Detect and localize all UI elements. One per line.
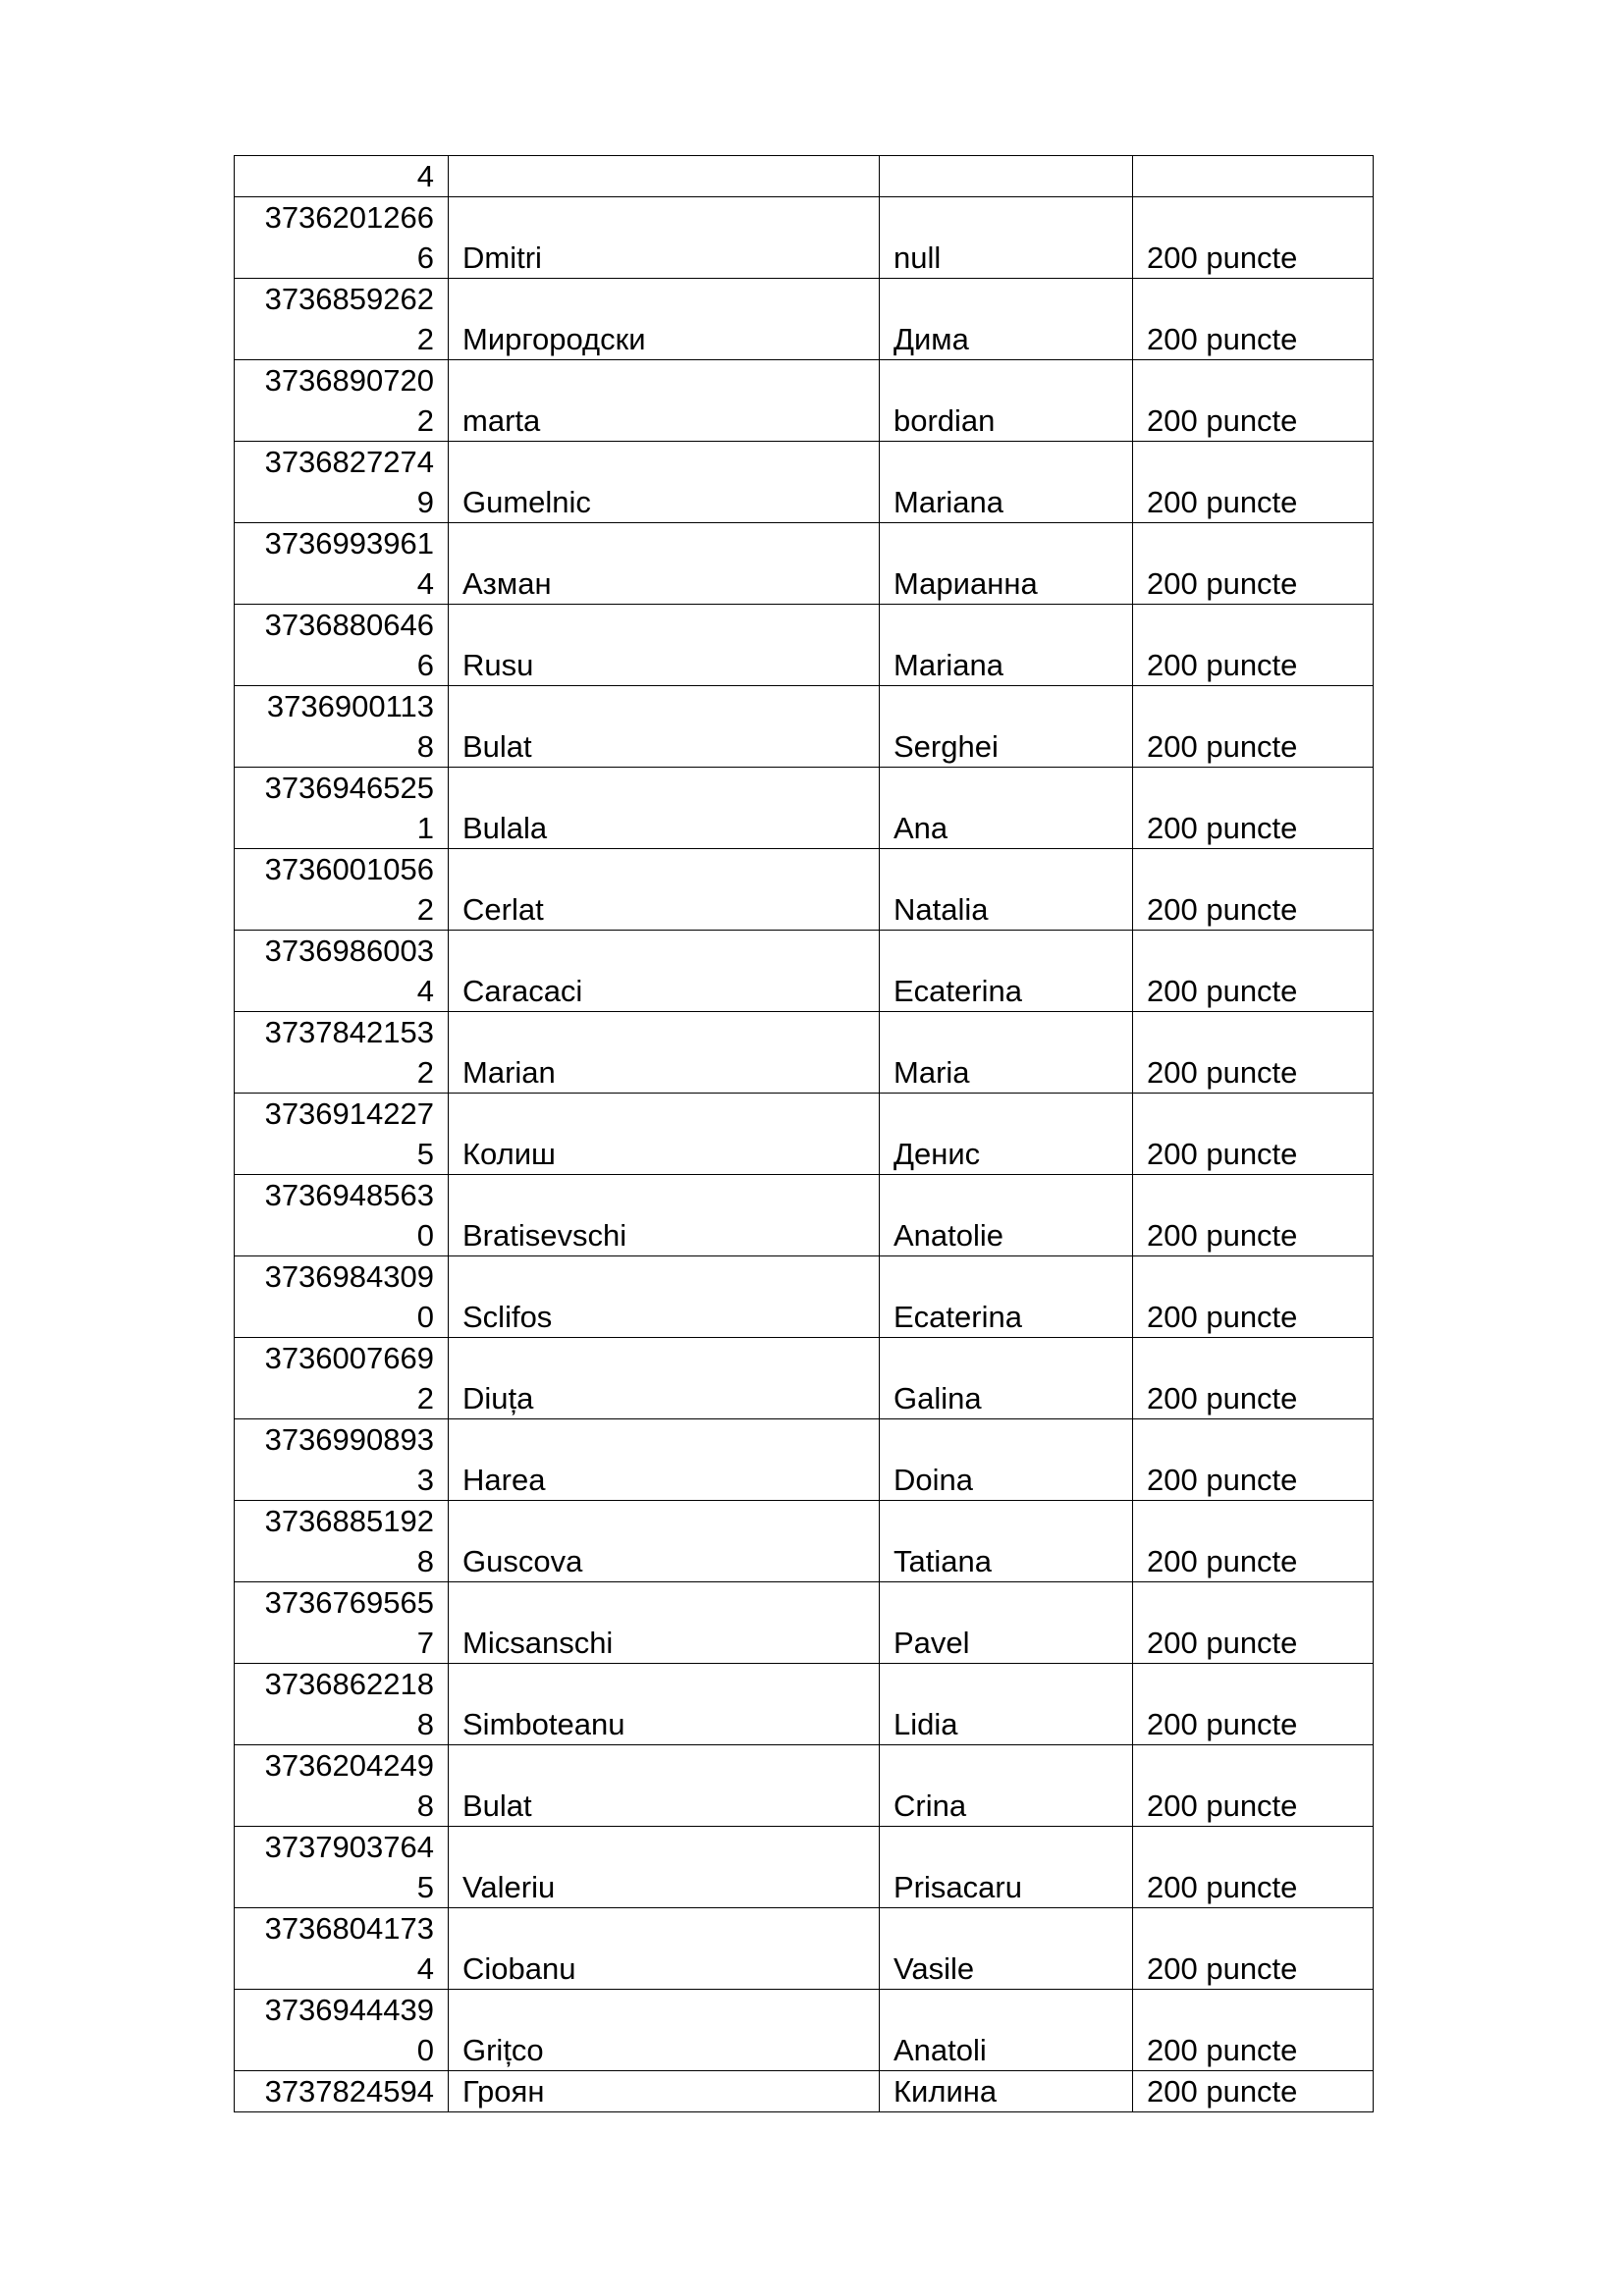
table-row [235, 768, 1374, 849]
points-table [234, 155, 1374, 2112]
id-cell: 37368041734 [235, 1908, 449, 1990]
first-name-cell: Galina [880, 1338, 1133, 1419]
last-name-cell: Dmitri [449, 197, 880, 279]
first-name-cell: Doina [880, 1419, 1133, 1501]
last-name-cell: Grițco [449, 1990, 880, 2071]
last-name-cell: Harea [449, 1419, 880, 1501]
table-row [235, 1908, 1374, 1990]
table-row [235, 1827, 1374, 1908]
first-name-cell: Килина [880, 2071, 1133, 2112]
table-row [235, 1664, 1374, 1745]
id-cell: 37362042498 [235, 1745, 449, 1827]
last-name-cell: Bratisevschi [449, 1175, 880, 1256]
points-cell: 200 puncte [1133, 931, 1374, 1012]
table-row [235, 442, 1374, 523]
points-cell: 200 puncte [1133, 1664, 1374, 1745]
points-cell: 200 puncte [1133, 442, 1374, 523]
id-cell: 37378421532 [235, 1012, 449, 1094]
table-row [235, 1582, 1374, 1664]
table-row [235, 1094, 1374, 1175]
id-cell: 37360076692 [235, 1338, 449, 1419]
table-row [235, 605, 1374, 686]
points-cell: 200 puncte [1133, 1827, 1374, 1908]
points-cell [1133, 156, 1374, 197]
first-name-cell: Crina [880, 1745, 1133, 1827]
last-name-cell: Cerlat [449, 849, 880, 931]
first-name-cell: Maria [880, 1012, 1133, 1094]
last-name-cell [449, 156, 880, 197]
id-cell: 4 [235, 156, 449, 197]
table-row [235, 1419, 1374, 1501]
first-name-cell: Mariana [880, 442, 1133, 523]
table-row [235, 849, 1374, 931]
points-cell: 200 puncte [1133, 1094, 1374, 1175]
table-row [235, 1990, 1374, 2071]
id-cell: 37369908933 [235, 1419, 449, 1501]
last-name-cell: Гроян [449, 2071, 880, 2112]
last-name-cell: Азман [449, 523, 880, 605]
last-name-cell: Bulat [449, 686, 880, 768]
id-cell: 37369444390 [235, 1990, 449, 2071]
table-row [235, 931, 1374, 1012]
id-cell: 3737824594 [235, 2071, 449, 2112]
points-cell: 200 puncte [1133, 1175, 1374, 1256]
first-name-cell: Serghei [880, 686, 1133, 768]
table-row [235, 1256, 1374, 1338]
table-row [235, 1338, 1374, 1419]
first-name-cell: Mariana [880, 605, 1133, 686]
points-cell: 200 puncte [1133, 360, 1374, 442]
table-row [235, 279, 1374, 360]
last-name-cell: Caracaci [449, 931, 880, 1012]
points-cell: 200 puncte [1133, 1419, 1374, 1501]
points-table-body [235, 156, 1374, 2112]
points-cell: 200 puncte [1133, 1990, 1374, 2071]
id-cell: 37379037645 [235, 1827, 449, 1908]
last-name-cell: Diuța [449, 1338, 880, 1419]
id-cell: 37367695657 [235, 1582, 449, 1664]
points-cell: 200 puncte [1133, 1745, 1374, 1827]
points-cell: 200 puncte [1133, 523, 1374, 605]
first-name-cell: Pavel [880, 1582, 1133, 1664]
last-name-cell: Marian [449, 1012, 880, 1094]
first-name-cell: Prisacaru [880, 1827, 1133, 1908]
first-name-cell: Ecaterina [880, 931, 1133, 1012]
last-name-cell: Ciobanu [449, 1908, 880, 1990]
points-cell: 200 puncte [1133, 1338, 1374, 1419]
first-name-cell: Natalia [880, 849, 1133, 931]
id-cell: 37369142275 [235, 1094, 449, 1175]
first-name-cell [880, 156, 1133, 197]
last-name-cell: Micsanschi [449, 1582, 880, 1664]
id-cell: 37368592622 [235, 279, 449, 360]
first-name-cell: Марианна [880, 523, 1133, 605]
table-row [235, 523, 1374, 605]
first-name-cell: Tatiana [880, 1501, 1133, 1582]
last-name-cell: Bulala [449, 768, 880, 849]
id-cell: 37369465251 [235, 768, 449, 849]
last-name-cell: Bulat [449, 1745, 880, 1827]
points-cell: 200 puncte [1133, 1012, 1374, 1094]
first-name-cell: Дима [880, 279, 1133, 360]
first-name-cell: Денис [880, 1094, 1133, 1175]
id-cell: 37368907202 [235, 360, 449, 442]
last-name-cell: Valeriu [449, 1827, 880, 1908]
points-cell: 200 puncte [1133, 1256, 1374, 1338]
points-cell: 200 puncte [1133, 1908, 1374, 1990]
id-cell: 37369001138 [235, 686, 449, 768]
table-row [235, 360, 1374, 442]
id-cell: 37362012666 [235, 197, 449, 279]
first-name-cell: null [880, 197, 1133, 279]
first-name-cell: Lidia [880, 1664, 1133, 1745]
table-row [235, 1012, 1374, 1094]
first-name-cell: Anatoli [880, 1990, 1133, 2071]
id-cell: 37360010562 [235, 849, 449, 931]
last-name-cell: Миргородски [449, 279, 880, 360]
table-row [235, 686, 1374, 768]
id-cell: 37368851928 [235, 1501, 449, 1582]
first-name-cell: Ecaterina [880, 1256, 1133, 1338]
last-name-cell: Sclifos [449, 1256, 880, 1338]
id-cell: 37369939614 [235, 523, 449, 605]
table-row [235, 197, 1374, 279]
id-cell: 37369485630 [235, 1175, 449, 1256]
points-cell: 200 puncte [1133, 686, 1374, 768]
table-row [235, 156, 1374, 197]
first-name-cell: bordian [880, 360, 1133, 442]
points-cell: 200 puncte [1133, 1501, 1374, 1582]
last-name-cell: Gumelnic [449, 442, 880, 523]
id-cell: 37368806466 [235, 605, 449, 686]
table-row [235, 1745, 1374, 1827]
id-cell: 37369843090 [235, 1256, 449, 1338]
first-name-cell: Anatolie [880, 1175, 1133, 1256]
points-cell: 200 puncte [1133, 1582, 1374, 1664]
table-row [235, 1501, 1374, 1582]
points-cell: 200 puncte [1133, 197, 1374, 279]
table-row [235, 2071, 1374, 2112]
table-row [235, 1175, 1374, 1256]
points-cell: 200 puncte [1133, 768, 1374, 849]
last-name-cell: Simboteanu [449, 1664, 880, 1745]
points-cell: 200 puncte [1133, 2071, 1374, 2112]
points-cell: 200 puncte [1133, 849, 1374, 931]
points-cell: 200 puncte [1133, 605, 1374, 686]
last-name-cell: Guscova [449, 1501, 880, 1582]
last-name-cell: Rusu [449, 605, 880, 686]
id-cell: 37369860034 [235, 931, 449, 1012]
first-name-cell: Vasile [880, 1908, 1133, 1990]
first-name-cell: Ana [880, 768, 1133, 849]
last-name-cell: Колиш [449, 1094, 880, 1175]
id-cell: 37368622188 [235, 1664, 449, 1745]
points-cell: 200 puncte [1133, 279, 1374, 360]
id-cell: 37368272749 [235, 442, 449, 523]
last-name-cell: marta [449, 360, 880, 442]
